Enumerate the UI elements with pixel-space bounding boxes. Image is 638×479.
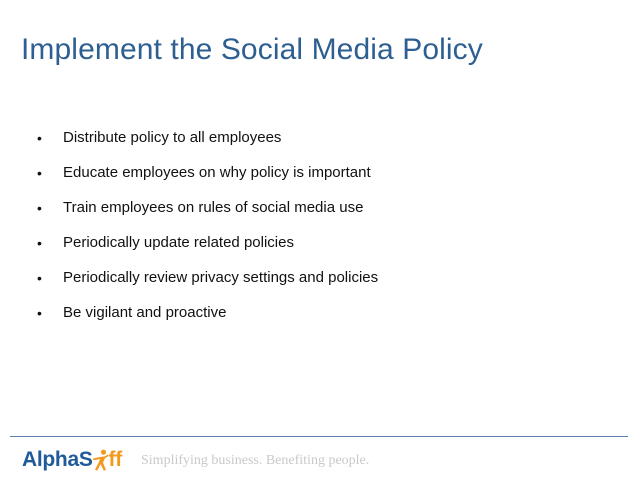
bullet-marker: • [37, 235, 42, 251]
bullet-marker: • [37, 270, 42, 286]
logo-text-end: ff [108, 448, 122, 471]
bullet-marker: • [37, 200, 42, 216]
bullet-text: Be vigilant and proactive [63, 304, 227, 321]
slide-title: Implement the Social Media Policy [21, 33, 483, 66]
company-logo [22, 448, 122, 472]
bullet-text: Periodically update related policies [63, 234, 294, 251]
bullet-text: Train employees on rules of social media use [63, 199, 364, 216]
bullet-text: Distribute policy to all employees [63, 129, 282, 146]
bullet-marker: • [37, 305, 42, 321]
bullet-marker: • [37, 130, 42, 146]
bullet-marker: • [37, 165, 42, 181]
person-star-icon [93, 448, 109, 472]
logo-text-start: AlphaS [22, 448, 93, 471]
footer-tagline: Simplifying business. Benefiting people. [141, 453, 370, 468]
footer-divider [10, 436, 628, 437]
bullet-text: Periodically review privacy settings and policies [63, 269, 379, 286]
bullet-text: Educate employees on why policy is important [63, 164, 371, 181]
